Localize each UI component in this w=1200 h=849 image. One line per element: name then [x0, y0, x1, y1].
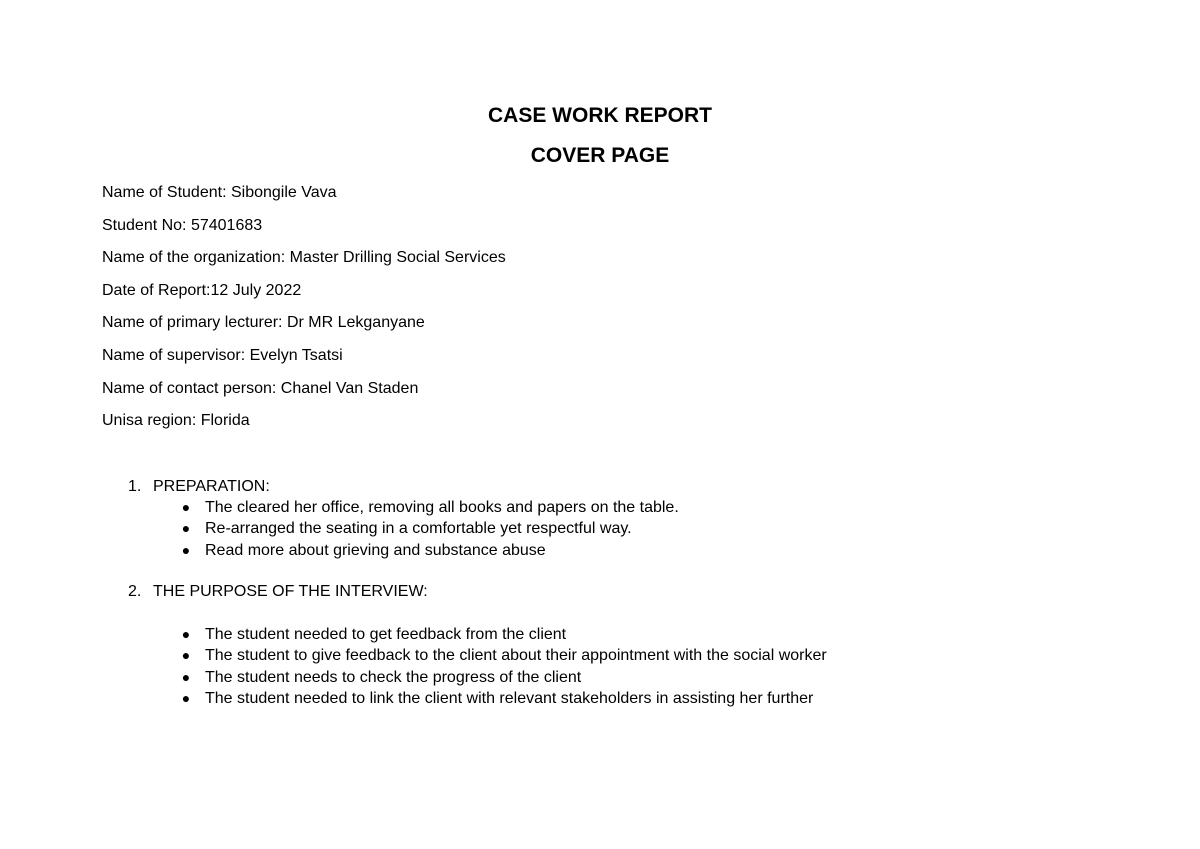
bullet-list	[180, 624, 827, 709]
section-number: 2.	[128, 583, 142, 600]
cover-page-subtitle: COVER PAGE	[530, 144, 670, 167]
contact-person-line: Name of contact person: Chanel Van Staden	[102, 379, 419, 397]
section-title: THE PURPOSE OF THE INTERVIEW:	[153, 583, 428, 600]
student-name-line: Name of Student: Sibongile Vava	[102, 184, 337, 201]
list-item	[180, 624, 827, 645]
bullet-icon: ●	[181, 647, 191, 664]
list-item	[180, 645, 827, 666]
list-item-text: Re-arranged the seating in a comfortable yet respectful way.	[205, 520, 632, 538]
list-item-text: The student to give feedback to the client about their appointment with the social worker	[205, 647, 827, 665]
organization-line: Name of the organization: Master Drilling Social Services	[102, 249, 506, 267]
list-item-text: The student needs to check the progress of the client	[205, 668, 582, 686]
section-title: PREPARATION:	[153, 478, 270, 495]
primary-lecturer-line: Name of primary lecturer: Dr MR Lekganyane	[102, 314, 425, 332]
list-item	[180, 540, 679, 561]
list-item-text: The cleared her office, removing all books and papers on the table.	[205, 499, 679, 516]
section-heading	[128, 477, 679, 497]
unisa-region-line: Unisa region: Florida	[102, 412, 250, 430]
bullet-list	[180, 497, 679, 561]
list-item-text: The student needed to link the client with relevant stakeholders in assisting her further	[205, 689, 814, 707]
bullet-icon: ●	[181, 499, 191, 515]
list-item	[180, 667, 827, 688]
section-preparation	[128, 477, 679, 561]
bullet-icon: ●	[181, 541, 191, 558]
bullet-icon: ●	[181, 520, 191, 537]
student-number-line: Student No: 57401683	[102, 216, 263, 234]
bullet-icon: ●	[181, 626, 191, 642]
report-title: CASE WORK REPORT	[487, 104, 712, 127]
list-item-text: The student needed to get feedback from the client	[205, 626, 567, 643]
list-item-text: Read more about grieving and substance abuse	[205, 541, 546, 559]
section-heading	[128, 582, 827, 602]
list-item	[180, 518, 679, 539]
student-info-list	[102, 182, 506, 443]
bullet-icon: ●	[181, 689, 191, 706]
section-number: 1.	[128, 478, 142, 495]
section-purpose-of-interview	[128, 582, 827, 709]
list-item	[180, 688, 827, 709]
report-date-line: Date of Report:12 July 2022	[102, 281, 302, 299]
list-item	[180, 497, 679, 518]
supervisor-line: Name of supervisor: Evelyn Tsatsi	[102, 346, 343, 364]
bullet-icon: ●	[181, 668, 191, 685]
